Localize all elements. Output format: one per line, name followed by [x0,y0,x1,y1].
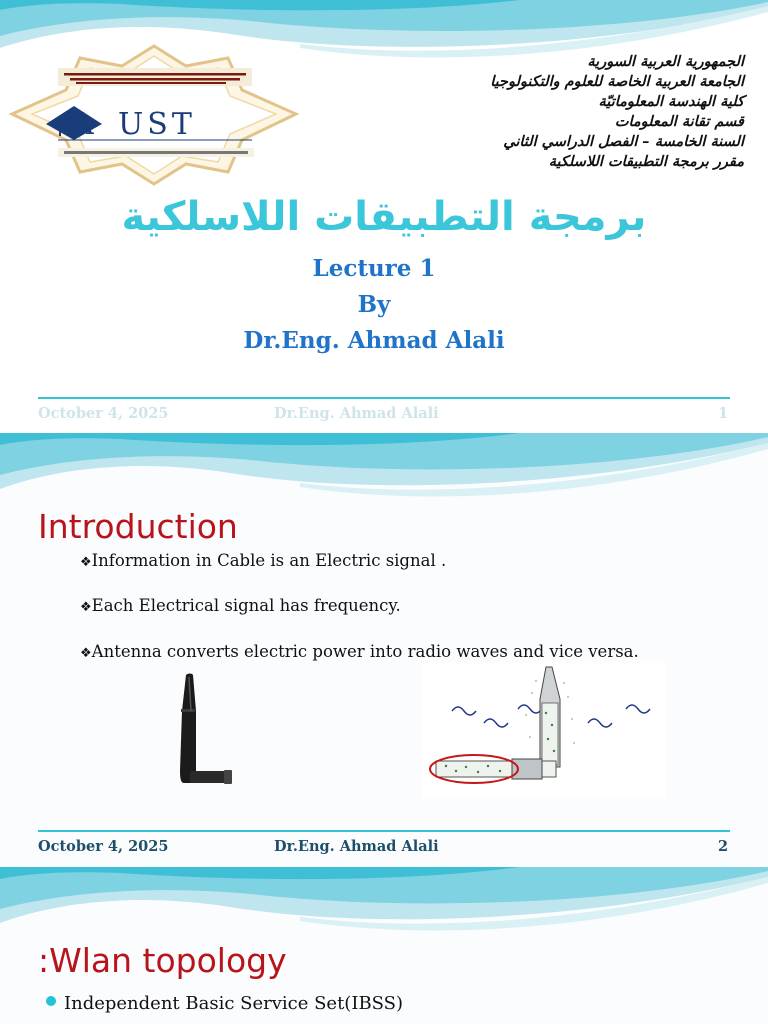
slide-heading: Introduction [38,507,238,546]
bullet-diamond-icon: ❖ [80,555,92,570]
arabic-line-course: مقرر برمجة التطبيقات اللاسلكية [548,154,744,170]
arabic-line-country: الجمهورية العربية السورية [587,54,744,70]
slide-2 [0,433,768,867]
bullet-item [80,550,640,574]
bullet-text: Information in Cable is an Electric signal . [91,551,447,570]
slide-heading: :Wlan topology [38,941,287,980]
footer-page-number: 1 [718,405,729,422]
footer-page-number: 2 [718,838,729,855]
slide-1 [0,0,768,433]
footer-author: Dr.Eng. Ahmad Alali [274,838,439,855]
svg-text:UST: UST [118,107,196,142]
svg-text:A: A [72,107,94,142]
bullet-text: Each Electrical signal has frequency. [91,596,401,615]
arabic-line-department: قسم تقانة المعلومات [614,114,744,130]
header-wave-decoration [0,433,768,513]
bullet-dot-icon [46,996,56,1006]
antenna-image [172,671,236,789]
bullet-text: Antenna converts electric power into radio waves and vice versa. [91,642,639,661]
bullet-diamond-icon: ❖ [80,600,92,615]
arabic-line-year: السنة الخامسة – الفصل الدراسي الثاني [503,134,744,150]
course-title: برمجة التطبيقات اللاسلكية [121,194,647,240]
footer-date: October 4, 2025 [38,405,169,422]
antenna-radiation-diagram [422,663,666,797]
header-wave-decoration [0,867,768,947]
footer-author: Dr.Eng. Ahmad Alali [274,405,439,422]
footer-date: October 4, 2025 [38,838,169,855]
footer-divider [38,397,730,399]
bullet-item [80,595,640,619]
bullet-text: Independent Basic Service Set(IBSS) [64,993,404,1014]
by-label: By [357,291,391,318]
aust-logo [6,44,302,186]
lecture-number: Lecture 1 [312,255,436,282]
university-info-text [304,52,744,172]
slide-3 [0,867,768,1024]
bullet-item [80,641,640,665]
arabic-line-faculty: كلية الهندسة المعلوماتيّة [598,94,744,110]
arabic-line-university: الجامعة العربية الخاصة للعلوم والتكنولوجيا [490,74,744,90]
footer-divider [38,830,730,832]
author-name: Dr.Eng. Ahmad Alali [243,327,505,354]
bullet-item [46,993,606,1015]
bullet-diamond-icon: ❖ [80,646,92,661]
